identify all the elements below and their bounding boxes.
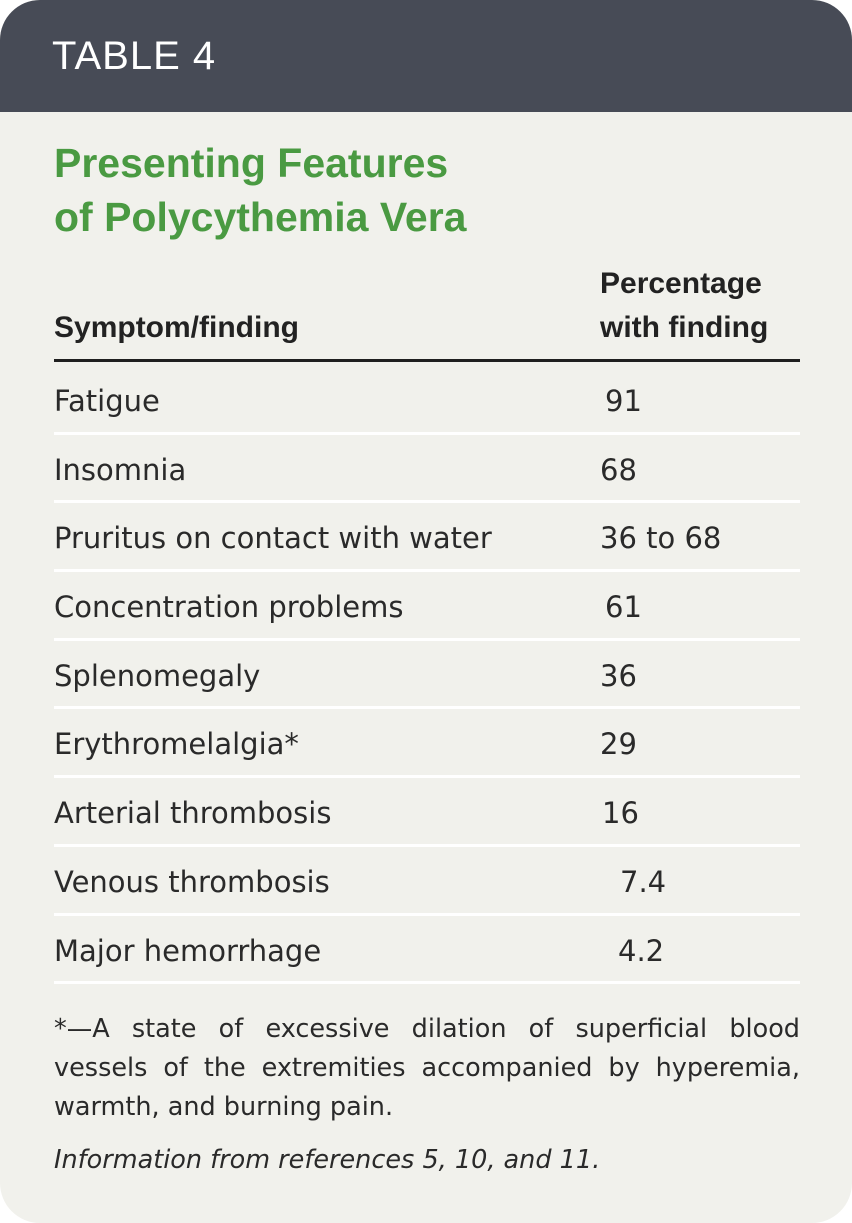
table-row [54, 572, 800, 641]
footnote: *—A state of excessive dilation of superficial blood vessels of the extremities accompanied by hyperemia, warmth, and burning pain. [54, 1014, 800, 1122]
table-row [54, 709, 800, 778]
symptom-cell: Splenomegaly [54, 658, 261, 693]
table-number: TABLE 4 [52, 33, 217, 78]
percentage-cell: 36 to 68 [600, 521, 722, 556]
percentage-cell: 16 [602, 796, 639, 831]
symptom-cell: Arterial thrombosis [54, 796, 332, 831]
percentage-cell: 7.4 [620, 864, 667, 899]
table-row [54, 778, 800, 847]
table-row [54, 916, 800, 985]
column-header-percentage-line-1: Percentage [600, 267, 762, 300]
symptom-cell: Pruritus on contact with water [54, 521, 492, 556]
symptom-cell: Venous thrombosis [54, 864, 330, 899]
table-title [54, 136, 754, 244]
table-body [54, 366, 800, 984]
percentage-cell: 36 [600, 658, 637, 693]
table-title-line-2: of Polycythemia Vera [54, 194, 467, 240]
column-header-percentage-line-2: with finding [600, 311, 769, 344]
symptom-cell: Concentration problems [54, 590, 404, 625]
column-header-percentage [600, 262, 768, 350]
percentage-cell: 4.2 [618, 933, 665, 968]
table-title-line-1: Presenting Features [54, 140, 449, 186]
symptom-cell: Insomnia [54, 452, 187, 487]
table-row [54, 435, 800, 504]
symptom-cell: Erythromelalgia* [54, 727, 299, 762]
symptom-cell: Major hemorrhage [54, 933, 322, 968]
percentage-cell: 68 [600, 452, 637, 487]
table-row [54, 641, 800, 710]
table-row [54, 503, 800, 572]
percentage-cell: 61 [605, 590, 642, 625]
symptom-cell: Fatigue [54, 384, 160, 418]
column-header-symptom: Symptom/finding [54, 311, 299, 344]
table-header [54, 262, 800, 362]
table-row [54, 366, 800, 435]
table-label-bar [0, 0, 852, 112]
source-note: Information from references 5, 10, and 11. [54, 1145, 601, 1175]
percentage-cell: 29 [600, 727, 637, 762]
percentage-cell: 91 [605, 384, 642, 418]
table-row [54, 847, 800, 916]
